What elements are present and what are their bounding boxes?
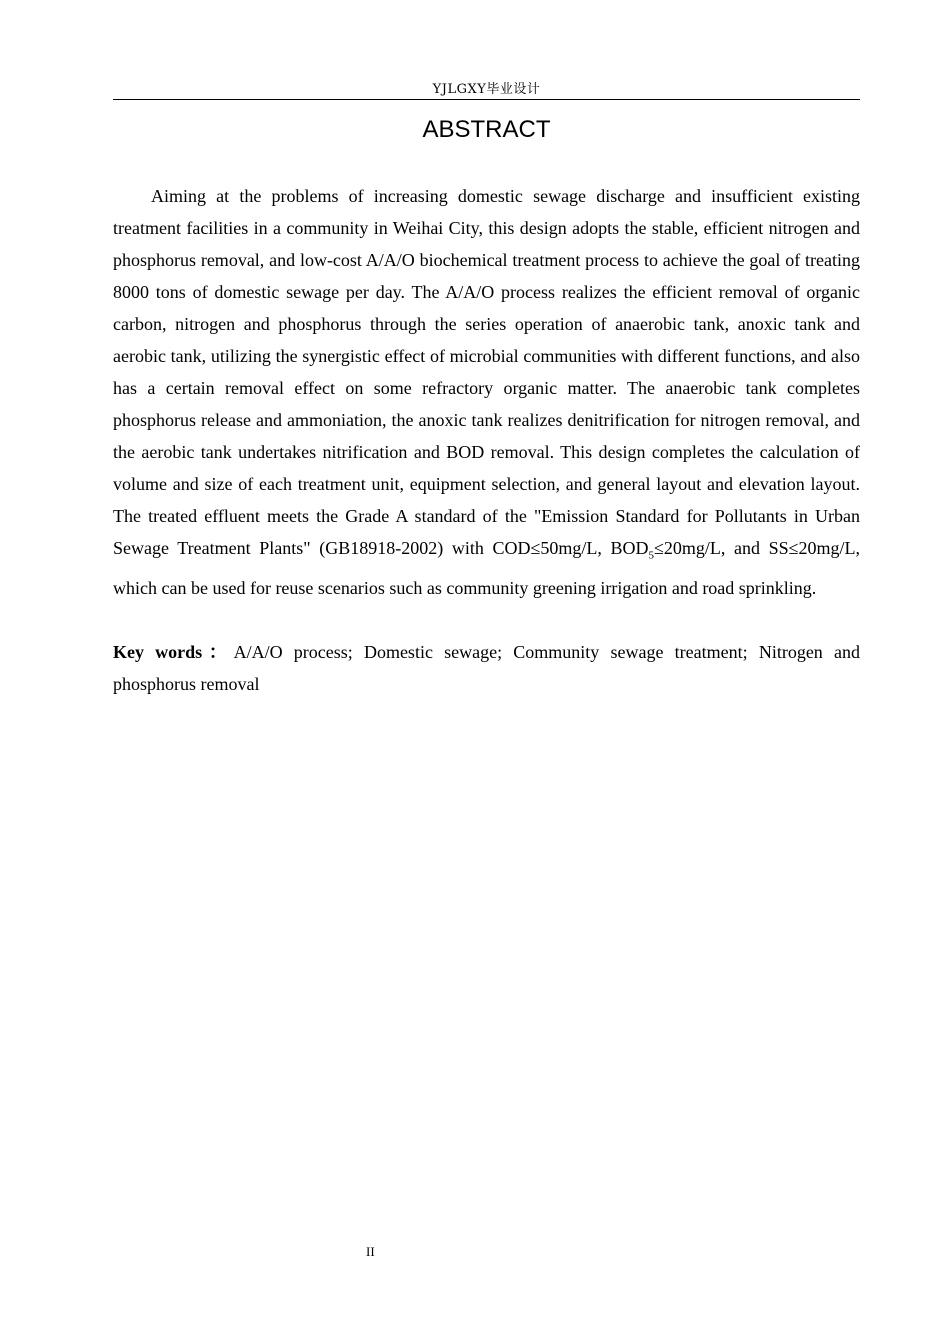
page-title: ABSTRACT bbox=[422, 116, 551, 143]
header-divider bbox=[113, 99, 860, 100]
running-header: YJLGXY毕业设计 bbox=[432, 82, 541, 97]
keywords-text: A/A/O process; Domestic sewage; Community sewage treatment; Nitrogen and phosphorus removal bbox=[113, 641, 860, 694]
abstract-text-part1: Aiming at the problems of increasing domestic sewage discharge and insufficient existing treatment facilities in a community in Weihai City, this design adopts the stable, efficient nitrogen and phosphorus removal, and low-cost A/A/O biochemical treatment process to achieve the goal of treating 8000 tons of domestic sewage per day. The A/A/O process realizes the efficient removal of organic carbon, nitrogen and phosphorus through the series operation of anaerobic tank, anoxic tank and aerobic tank, utilizing the synergistic effect of microbial communities with different functions, and also has a certain removal effect on some refractory organic matter. The anaerobic tank completes phosphorus release and ammoniation, the anoxic tank realizes denitrification for nitrogen removal, and the aerobic tank undertakes nitrification and BOD removal. This design completes the calculation of volume and size of each treatment unit, equipment selection, and general layout and elevation layout. The treated effluent meets the Grade A standard of the "Emission Standard for Pollutants in Urban Sewage Treatment Plants" (GB18918-2002) with COD≤50mg/L, BOD bbox=[113, 186, 860, 558]
abstract-text-part2: ≤20mg/L, and SS≤20mg/L, which can be used for reuse scenarios such as community greening irrigation and road sprinkling. bbox=[113, 538, 860, 598]
page-number: II bbox=[366, 1244, 375, 1259]
abstract-body bbox=[113, 180, 860, 700]
abstract-paragraph bbox=[113, 180, 860, 604]
bod-subscript: 5 bbox=[648, 549, 654, 562]
keywords-paragraph bbox=[113, 636, 860, 700]
keywords-label: Key words： bbox=[113, 641, 234, 662]
